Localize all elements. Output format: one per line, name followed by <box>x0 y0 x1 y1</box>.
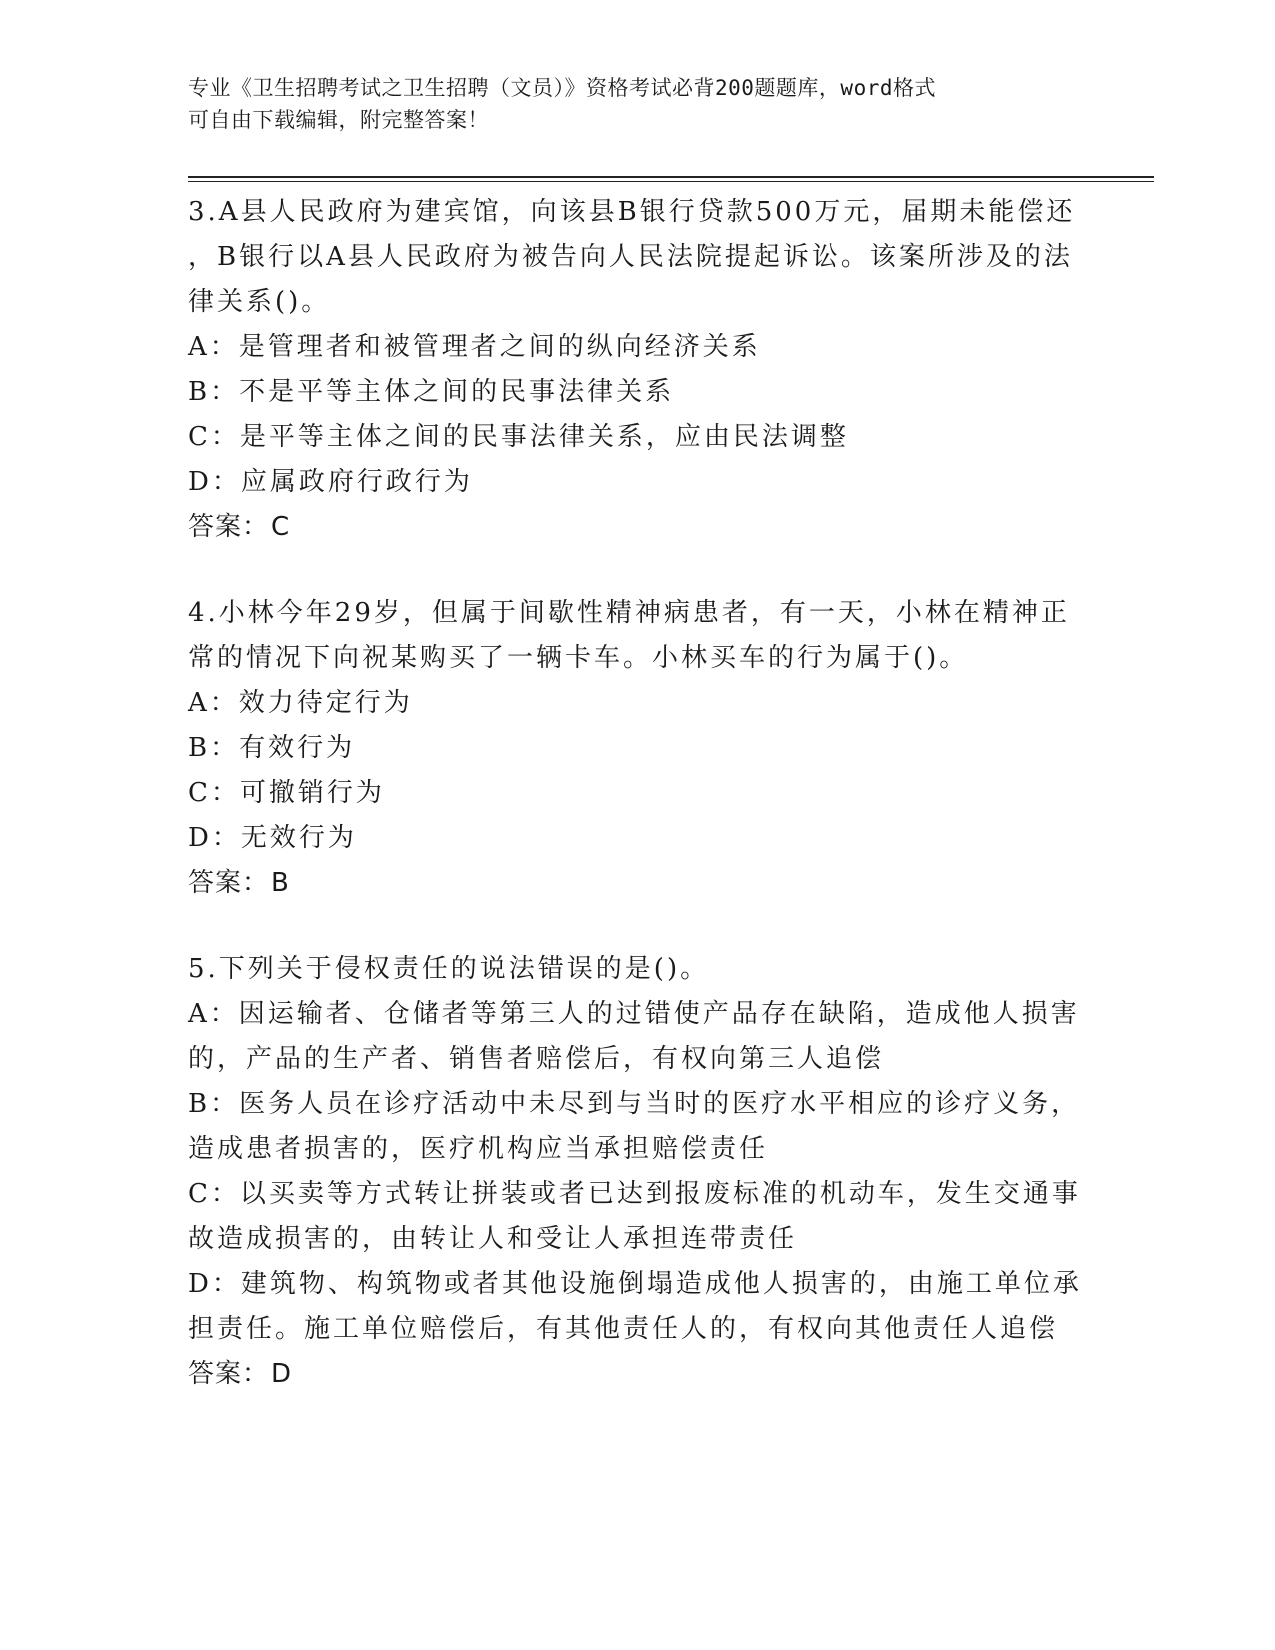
question-block <box>188 591 1088 906</box>
answer-option-line: C：可撤销行为 <box>188 778 385 808</box>
answer-option-line: 造成患者损害的，医疗机构应当承担赔偿责任 <box>188 1134 769 1164</box>
answer-label: 答案： <box>188 1359 270 1389</box>
question-block <box>188 190 1088 550</box>
answer-key <box>188 861 1088 906</box>
answer-value: C <box>271 512 291 542</box>
answer-option-line: 担责任。施工单位赔偿后，有其他责任人的，有权向其他责任人追偿 <box>188 1314 1059 1344</box>
answer-option-line: D：应属政府行政行为 <box>188 467 473 497</box>
answer-option-line: C：是平等主体之间的民事法律关系，应由民法调整 <box>188 422 849 452</box>
answer-option-line: A：效力待定行为 <box>188 688 413 718</box>
answer-option-line: D：无效行为 <box>188 823 357 853</box>
answer-option-line: B：有效行为 <box>188 733 356 763</box>
header-divider-thick <box>188 176 1154 178</box>
question-stem-line: 3.A县人民政府为建宾馆，向该县B银行贷款500万元，届期未能偿还 <box>188 197 1076 227</box>
answer-value: B <box>271 868 290 898</box>
answer-option-line: D：建筑物、构筑物或者其他设施倒塌造成他人损害的，由施工单位承 <box>188 1269 1082 1299</box>
answer-option-line: 故造成损害的，由转让人和受让人承担连带责任 <box>188 1224 798 1254</box>
answer-option-line: A：因运输者、仓储者等第三人的过错使产品存在缺陷，造成他人损害 <box>188 999 1080 1029</box>
header-divider-thin <box>188 181 1154 182</box>
answer-label: 答案： <box>188 512 270 542</box>
answer-key <box>188 505 1088 550</box>
header-title-line-1: 专业《卫生招聘考试之卫生招聘（文员）》资格考试必背200题题库，word格式 <box>188 76 936 100</box>
answer-option-line: C：以买卖等方式转让拼装或者已达到报废标准的机动车，发生交通事 <box>188 1179 1081 1209</box>
answer-label: 答案： <box>188 868 270 898</box>
question-stem-line: 4.小林今年29岁，但属于间歇性精神病患者，有一天，小林在精神正 <box>188 598 1070 628</box>
question-block <box>188 947 1088 1397</box>
question-stem-line: ，B银行以A县人民政府为被告向人民法院提起诉讼。该案所涉及的法 <box>188 242 1073 272</box>
answer-value: D <box>271 1359 293 1389</box>
answer-key <box>188 1352 1088 1397</box>
answer-option-line: 的，产品的生产者、销售者赔偿后，有权向第三人追偿 <box>188 1044 885 1074</box>
answer-option-line: B：医务人员在诊疗活动中未尽到与当时的医疗水平相应的诊疗义务， <box>188 1089 1081 1119</box>
document-header <box>188 72 1068 136</box>
question-list <box>188 190 1088 1438</box>
answer-option-line: A：是管理者和被管理者之间的纵向经济关系 <box>188 332 761 362</box>
question-stem-line: 律关系()。 <box>188 287 331 317</box>
question-stem-line: 5.下列关于侵权责任的说法错误的是()。 <box>188 954 710 984</box>
header-title-line-2: 可自由下载编辑，附完整答案！ <box>188 108 489 132</box>
question-stem-line: 常的情况下向祝某购买了一辆卡车。小林买车的行为属于()。 <box>188 643 969 673</box>
answer-option-line: B：不是平等主体之间的民事法律关系 <box>188 377 675 407</box>
